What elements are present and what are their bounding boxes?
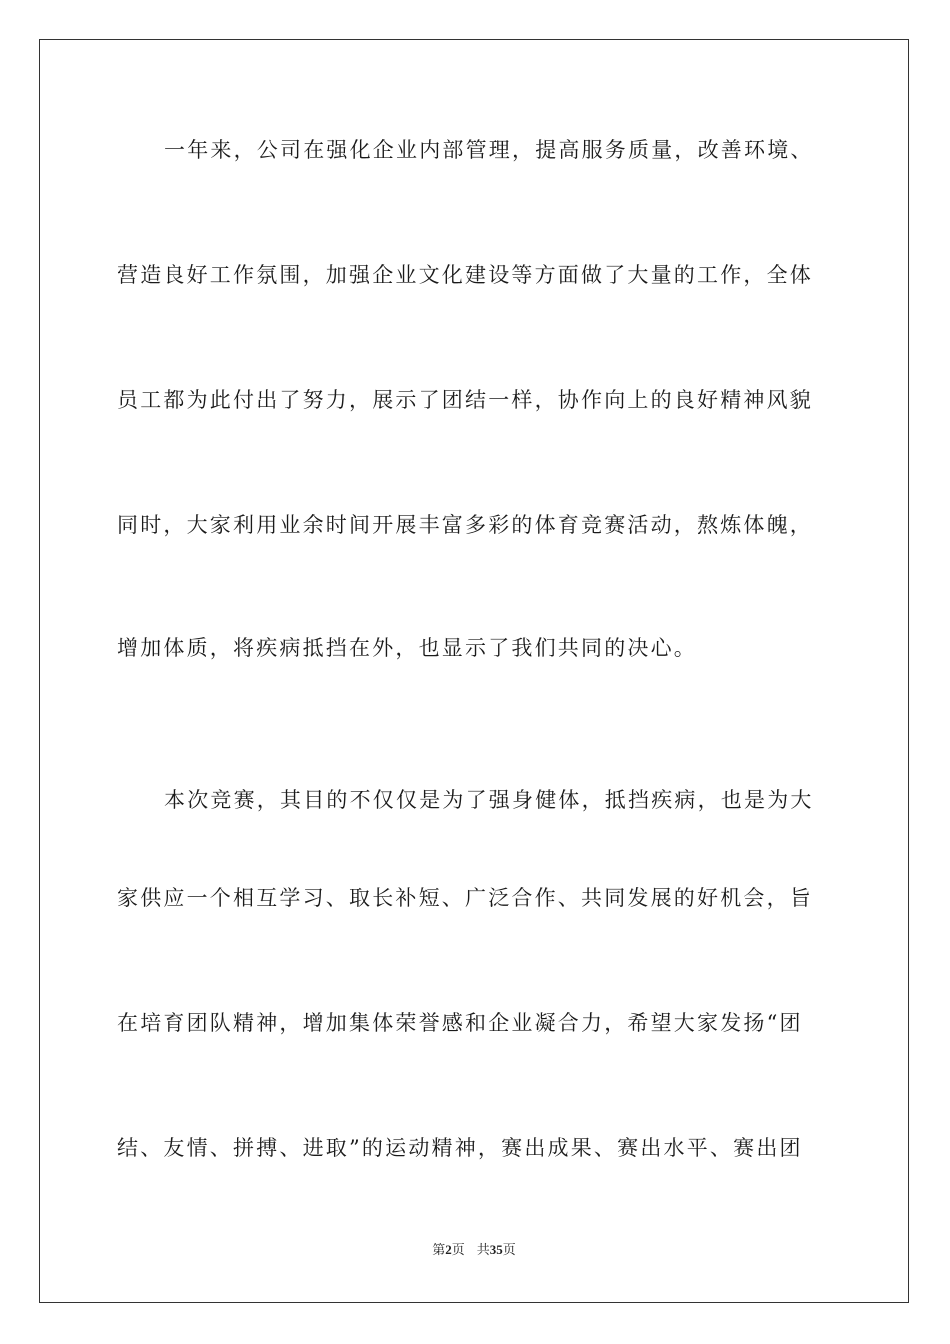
text-line-7: 家供应一个相互学习、取长补短、广泛合作、共同发展的好机会，旨: [117, 886, 813, 910]
text-line-9: 结、友情、拼搏、进取”的运动精神，赛出成果、赛出水平、赛出团: [117, 1136, 803, 1160]
text-line-6: 本次竞赛，其目的不仅仅是为了强身健体，抵挡疾病，也是为大: [164, 788, 814, 812]
text-line-3: 员工都为此付出了努力，展示了团结一样，协作向上的良好精神风貌: [117, 388, 813, 412]
total-suffix: 页: [502, 1243, 516, 1258]
page-prefix: 第: [432, 1243, 446, 1258]
text-line-4: 同时，大家利用业余时间开展丰富多彩的体育竞赛活动，熬炼体魄，: [117, 513, 813, 537]
text-line-8: 在培育团队精神，增加集体荣誉感和企业凝合力，希望大家发扬“团: [117, 1011, 803, 1035]
text-line-2: 营造良好工作氛围，加强企业文化建设等方面做了大量的工作，全体: [117, 263, 813, 287]
document-page: [39, 39, 909, 1303]
total-prefix: 共: [476, 1243, 490, 1258]
page-suffix: 页: [451, 1243, 465, 1258]
page-number: 2: [445, 1242, 452, 1257]
total-pages: 35: [489, 1242, 503, 1257]
page-footer: [40, 1241, 908, 1260]
text-line-1: 一年来，公司在强化企业内部管理，提高服务质量，改善环境、: [164, 138, 814, 162]
text-line-5: 增加体质，将疾病抵挡在外，也显示了我们共同的决心。: [117, 636, 697, 660]
